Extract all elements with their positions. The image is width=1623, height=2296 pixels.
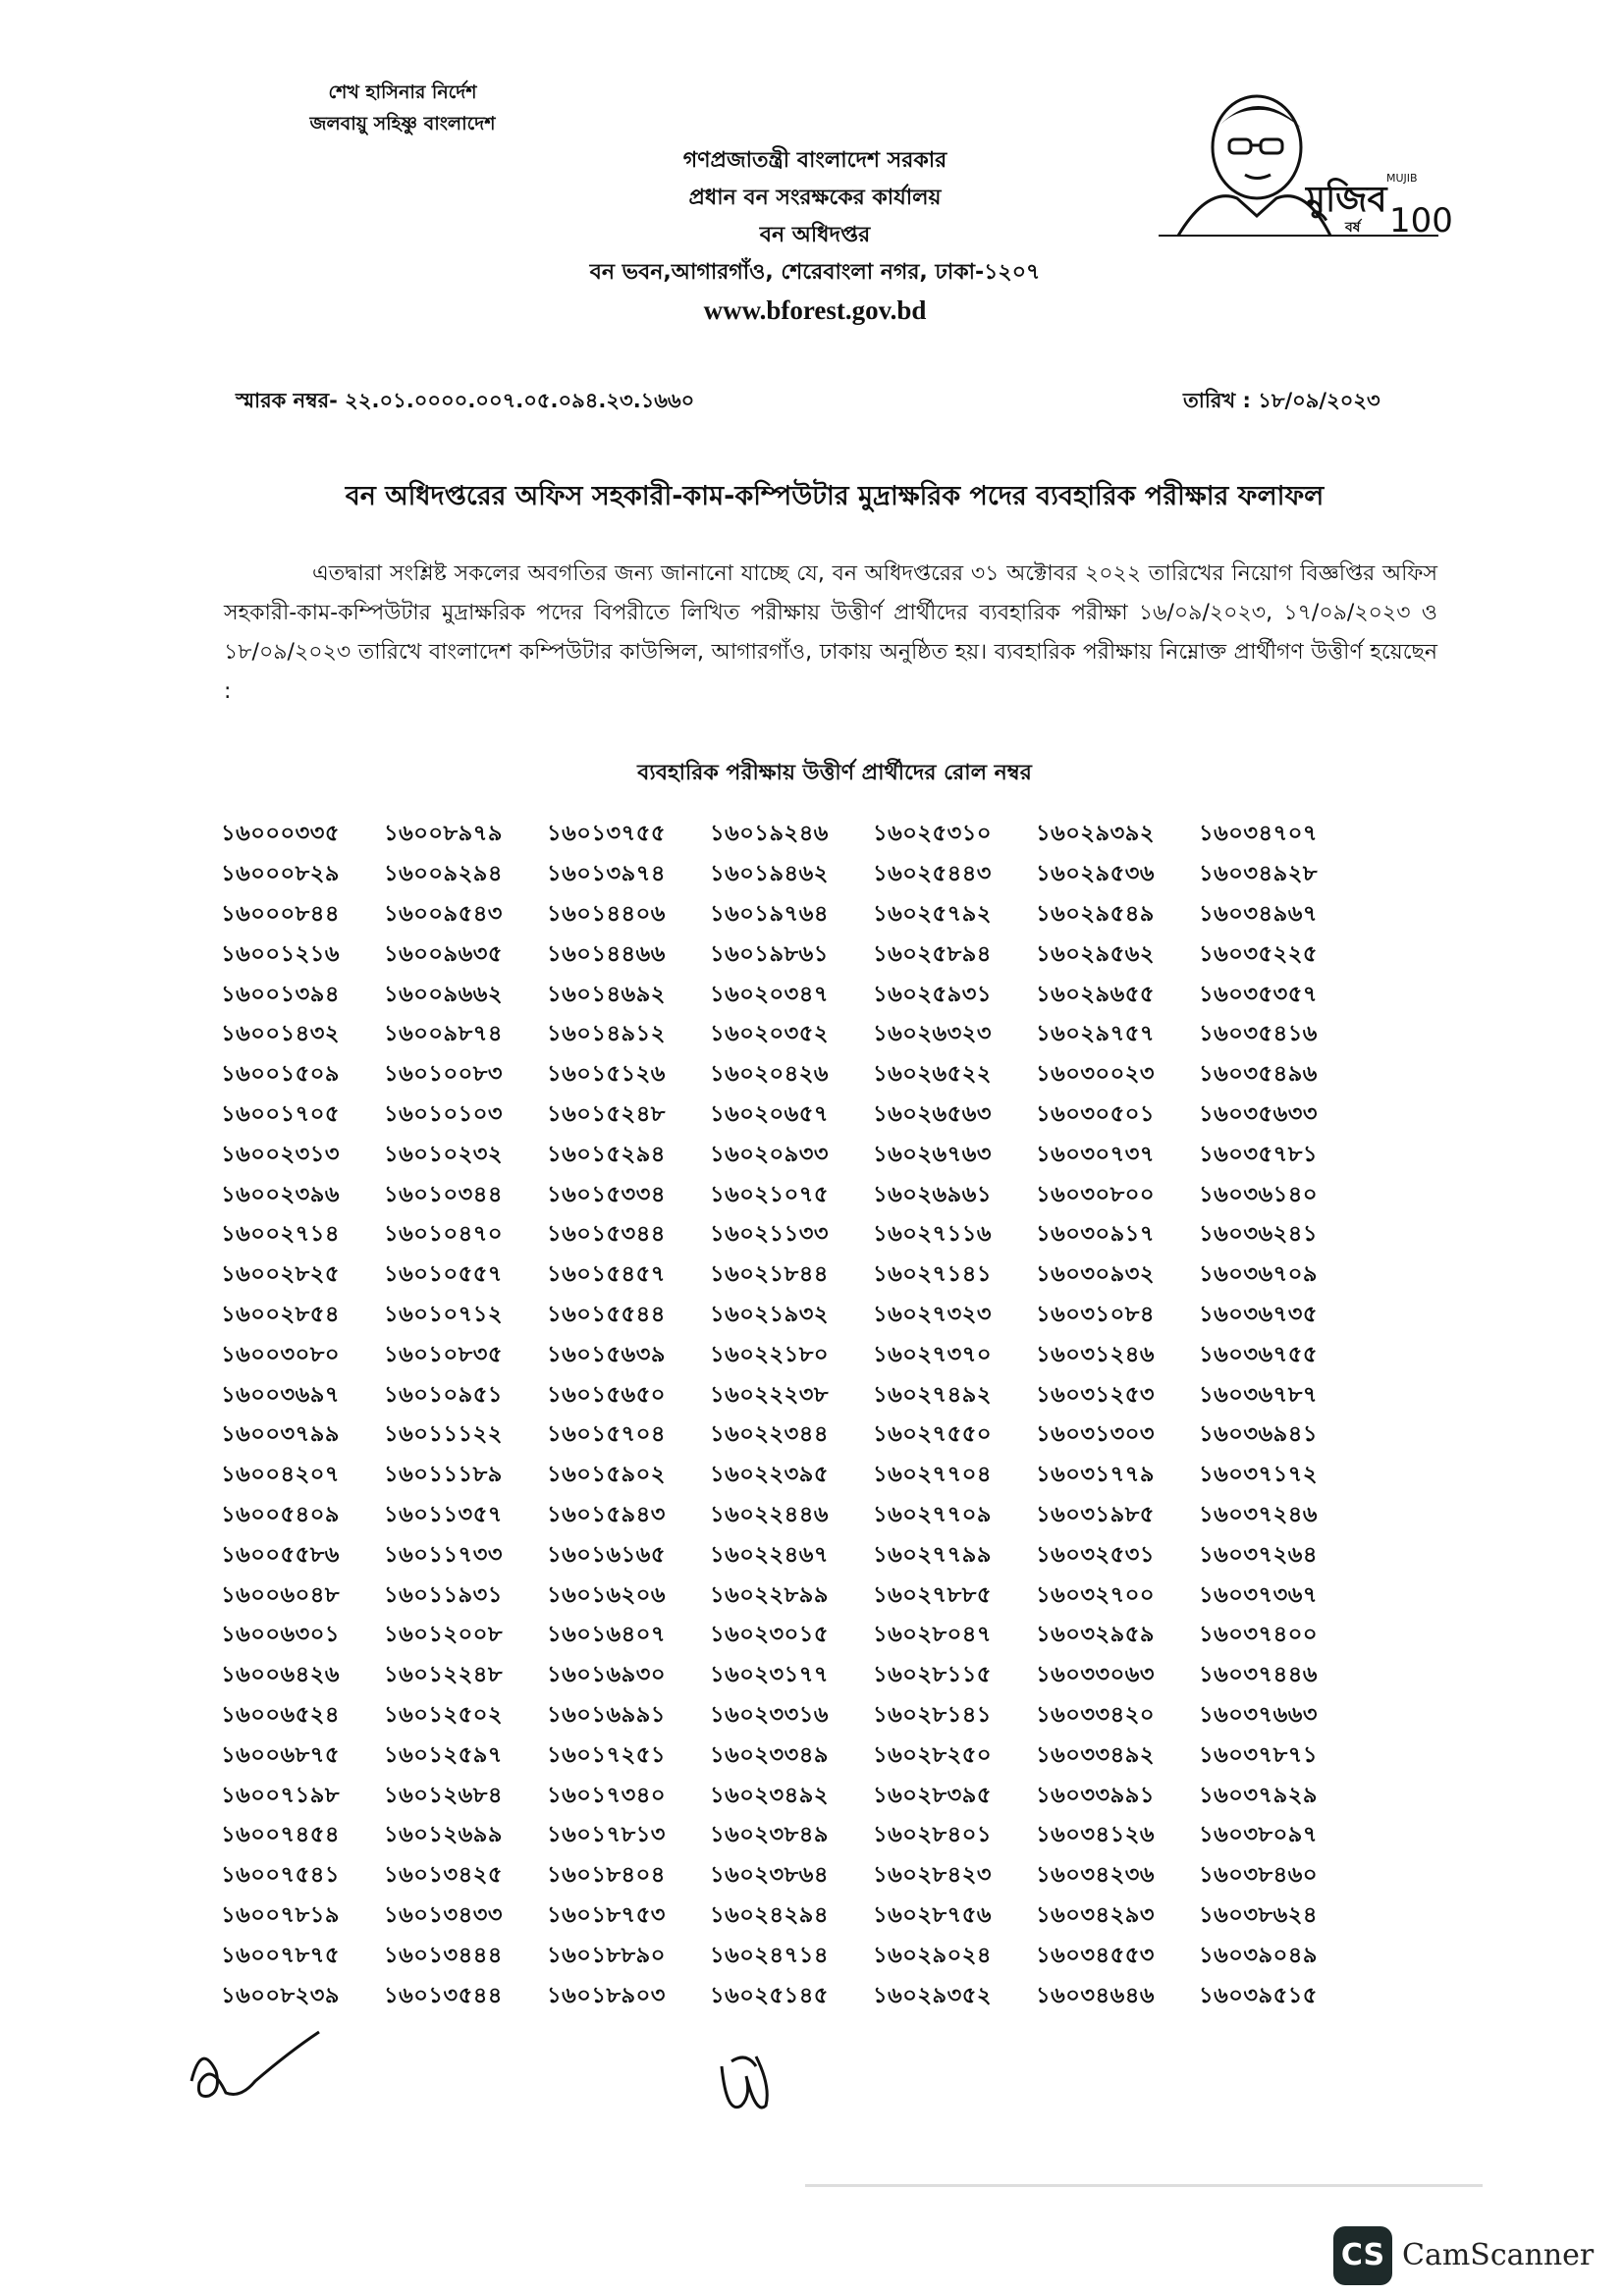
- roll-number: ১৬০২৬৫২২: [873, 1061, 992, 1088]
- roll-number: ১৬০৩৩৪২০: [1036, 1701, 1155, 1728]
- roll-number: ১৬০৩৮০৯৭: [1199, 1822, 1318, 1848]
- roll-number: ১৬০১০১০৩: [384, 1100, 503, 1127]
- roll-number: ১৬০৩১৩০৩: [1036, 1421, 1155, 1448]
- roll-number: ১৬০২৭১৪১: [873, 1261, 992, 1288]
- roll-number: ১৬০১৫৫৪৪: [547, 1301, 666, 1327]
- roll-number: ১৬০০১৭০৫: [221, 1100, 340, 1127]
- roll-number: ১৬০০৭৮৭৫: [221, 1942, 340, 1968]
- roll-number: ১৬০২৪৭১৪: [710, 1942, 829, 1968]
- roll-number: ১৬০৩১৭৭৯: [1036, 1462, 1155, 1488]
- roll-number: ১৬০১২৬৯৯: [384, 1822, 503, 1848]
- roll-number: ১৬০২৮১৪১: [873, 1701, 992, 1728]
- roll-row: [221, 1375, 1362, 1415]
- roll-number: ১৬০৩৫৬৩৩: [1199, 1100, 1318, 1127]
- roll-number: ১৬০২৭৩২৩: [873, 1301, 993, 1327]
- roll-number: ১৬০২৩৮৬৪: [710, 1862, 829, 1889]
- roll-number: ১৬০০৮২৩৯: [221, 1982, 340, 2008]
- roll-number: ১৬০০৬৩০১: [221, 1622, 340, 1648]
- roll-number: ১৬০০৬৫২৪: [221, 1701, 340, 1728]
- roll-row: [221, 1575, 1362, 1616]
- roll-number: ১৬০৩৭৮৭১: [1199, 1741, 1318, 1768]
- roll-number: ১৬০০৪২০৭: [221, 1462, 340, 1488]
- roll-number: ১৬০২৮০৪৭: [873, 1622, 992, 1648]
- roll-row: [221, 1175, 1362, 1215]
- roll-row: [221, 1415, 1362, 1456]
- signature-left: [182, 2022, 329, 2110]
- roll-number: ১৬০৩০৯১৭: [1036, 1221, 1155, 1248]
- roll-number: ১৬০২২৪৪৬: [710, 1501, 829, 1527]
- roll-number: ১৬০৩৬৭৩৫: [1199, 1301, 1318, 1327]
- roll-number: ১৬০২৭৪৯২: [873, 1381, 992, 1408]
- roll-number: ১৬০৩৬২৪১: [1199, 1221, 1318, 1248]
- roll-number: ১৬০১৫৩৩৪: [547, 1181, 666, 1207]
- roll-number: ১৬০৩৬৯৪১: [1199, 1421, 1318, 1448]
- roll-number: ১৬০৩৬৭৮৭: [1199, 1381, 1318, 1408]
- roll-number: ১৬০২২৩৯৫: [710, 1462, 829, 1488]
- roll-number: ১৬০০৫৫৮৬: [221, 1541, 340, 1568]
- roll-number: ১৬০১৫৩৪৪: [547, 1221, 666, 1248]
- roll-number: ১৬০৩৭৩৬৭: [1199, 1581, 1319, 1608]
- roll-number: ১৬০২৯০২৪: [873, 1942, 992, 1968]
- roll-number: ১৬০২৫৩১০: [873, 821, 992, 847]
- roll-number: ১৬০২১৯৩২: [710, 1301, 829, 1327]
- mujib-borsho-logo: [1159, 79, 1453, 245]
- roll-number: ১৬০২৩৮৪৯: [710, 1822, 829, 1848]
- notice-paragraph: এতদ্বারা সংশ্লিষ্ট সকলের অবগতির জন্য জানানো যাচ্ছে যে, বন অধিদপ্তরের ৩১ অক্টোবর ২০২২ তারিখের নিয়োগ বিজ্ঞপ্তির অফিস সহকারী-কাম-কম্পিউটার মুদ্রাক্ষরিক পদের বিপরীতে লিখিত পরীক্ষায় উত্তীর্ণ প্রার্থীদের ব্যবহারিক পরীক্ষা ১৬/০৯/২০২৩, ১৭/০৯/২০২৩ ও ১৮/০৯/২০২৩ তারিখে বাংলাদেশ কম্পিউটার কাউন্সিল, আগারগাঁও, ঢাকায় অনুষ্ঠিত হয়। ব্যবহারিক পরীক্ষায় নিম্নোক্ত প্রার্থীগণ উত্তীর্ণ হয়েছেন :: [224, 561, 1437, 704]
- roll-number: ১৬০০৭৮১৯: [221, 1901, 340, 1928]
- roll-number: ১৬০১৫৯০২: [547, 1462, 666, 1488]
- roll-row: [221, 1095, 1362, 1136]
- roll-number: ১৬০২৮৭৫৬: [873, 1901, 992, 1928]
- roll-row: [221, 1015, 1362, 1055]
- roll-number: ১৬০০২৩১৩: [221, 1141, 340, 1167]
- memo-number: স্মারক নম্বর- ২২.০১.০০০০.০০৭.০৫.০৯৪.২৩.১৬৬০: [236, 389, 695, 412]
- roll-number: ১৬০৩০০২৩: [1036, 1061, 1156, 1088]
- roll-number: ১৬০৩৯০৪৯: [1199, 1942, 1318, 1968]
- roll-number: ১৬০২৭৭০৯: [873, 1501, 992, 1527]
- roll-number: ১৬০১৩৭৫৫: [547, 821, 666, 847]
- roll-number: ১৬০৩৬১৪০: [1199, 1181, 1318, 1207]
- roll-row: [221, 1696, 1362, 1736]
- roll-row: [221, 1735, 1362, 1776]
- camscanner-watermark: CamScanner: [1402, 2238, 1595, 2272]
- roll-number: ১৬০৩৮৪৬০: [1199, 1862, 1318, 1889]
- roll-number: ১৬০১১৯৩১: [384, 1581, 503, 1608]
- roll-number: ১৬০৩১০৮৪: [1036, 1301, 1155, 1327]
- roll-number: ১৬০০০৩৩৫: [221, 821, 340, 847]
- roll-number: ১৬০০৭৪৫৪: [221, 1822, 340, 1848]
- roll-row: [221, 855, 1362, 895]
- roll-number: ১৬০২১১৩৩: [710, 1221, 829, 1248]
- roll-number: ১৬০১৪৪০৬: [547, 900, 666, 927]
- roll-row: [221, 815, 1362, 855]
- roll-number: ১৬০৩৯৫১৫: [1199, 1982, 1318, 2008]
- roll-number: ১৬০৩২৭০০: [1036, 1581, 1156, 1608]
- roll-number: ১৬০৩৫২২৫: [1199, 940, 1318, 967]
- roll-number: ১৬০২৮২৫০: [873, 1741, 992, 1768]
- roll-number: ১৬০২৫১৪৫: [710, 1982, 829, 2008]
- roll-number: ১৬০১৫১২৬: [547, 1061, 666, 1088]
- roll-number: ১৬০৩১২৫৩: [1036, 1381, 1155, 1408]
- svg-text:বর্ষ: বর্ষ: [1345, 220, 1361, 236]
- roll-number: ১৬০১৮৪০৪: [547, 1862, 666, 1889]
- roll-number: ১৬০১২৫৯৭: [384, 1741, 503, 1768]
- roll-number: ১৬০২৯৫৪৯: [1036, 900, 1155, 927]
- roll-number: ১৬০১৪৬৯২: [547, 981, 666, 1007]
- roll-number: ১৬০১৫৬৩৯: [547, 1341, 666, 1367]
- roll-number: ১৬০২৩০১৫: [710, 1622, 829, 1648]
- roll-number: ১৬০৩৭৬৬৩: [1199, 1701, 1319, 1728]
- roll-number: ১৬০৩৪১২৬: [1036, 1822, 1155, 1848]
- roll-number: ১৬০৩৫৭৮১: [1199, 1141, 1318, 1167]
- roll-number: ১৬০২২৩৪৪: [710, 1421, 829, 1448]
- roll-number: ১৬০১০৭১২: [384, 1301, 503, 1327]
- roll-row: [221, 1496, 1362, 1536]
- roll-number: ১৬০২৩১৭৭: [710, 1662, 829, 1688]
- roll-number: ১৬০০৯৮৭৪: [384, 1021, 503, 1047]
- roll-number: ১৬০০৯৫৪৩: [384, 900, 503, 927]
- roll-number: ১৬০২৮১১৫: [873, 1662, 992, 1688]
- roll-row: [221, 1335, 1362, 1375]
- roll-number: ১৬০১৯৭৬৪: [710, 900, 829, 927]
- roll-number-table: [221, 815, 1362, 2016]
- roll-number: ১৬০০৩৭৯৯: [221, 1421, 340, 1448]
- roll-number: ১৬০৩২৯৫৯: [1036, 1622, 1155, 1648]
- roll-number: ১৬০০৮৯৭৯: [384, 821, 503, 847]
- roll-row: [221, 1296, 1362, 1336]
- roll-number: ১৬০১১১৮৯: [384, 1462, 503, 1488]
- roll-number: ১৬০১৭২৫১: [547, 1741, 666, 1768]
- roll-number: ১৬০০১২১৬: [221, 940, 340, 967]
- roll-number: ১৬০২৭৩৭০: [873, 1341, 993, 1367]
- roll-row: [221, 1135, 1362, 1175]
- roll-number: ১৬০২৫৪৪৩: [873, 861, 992, 887]
- signature-middle: [707, 2037, 785, 2125]
- roll-number: ১৬০২০৪২৬: [710, 1061, 829, 1088]
- roll-number: ১৬০১২৬৮৪: [384, 1782, 503, 1808]
- slogan-line-2: জলবায়ু সহিষ্ণু বাংলাদেশ: [309, 113, 496, 134]
- roll-number: ১৬০১৫৭০৪: [547, 1421, 666, 1448]
- slogan: [285, 77, 520, 139]
- roll-number: ১৬০২৩৩৪৯: [710, 1741, 829, 1768]
- roll-number: ১৬০১০৯৫১: [384, 1381, 503, 1408]
- svg-text:MUJIB: MUJIB: [1386, 172, 1418, 185]
- camscanner-logo-icon: CS: [1333, 2226, 1392, 2285]
- roll-number: ১৬০৩৭২৪৬: [1199, 1501, 1318, 1527]
- roll-number: ১৬০৩৪২৩৬: [1036, 1862, 1155, 1889]
- roll-number: ১৬০১৬১৬৫: [547, 1541, 666, 1568]
- roll-number: ১৬০৩৪৯৬৭: [1199, 900, 1318, 927]
- roll-number: ১৬০১১৩৫৭: [384, 1501, 503, 1527]
- roll-row: [221, 1976, 1362, 2016]
- roll-number: ১৬০১৪৪৬৬: [547, 940, 666, 967]
- roll-number: ১৬০১০৫৫৭: [384, 1261, 503, 1288]
- roll-number: ১৬০৩৭২৬৪: [1199, 1541, 1318, 1568]
- roll-number: ১৬০১৬৯৯১: [547, 1701, 666, 1728]
- header-address: বন ভবন,আগারগাঁও, শেরেবাংলা নগর, ঢাকা-১২০৭: [589, 260, 1041, 285]
- roll-number: ১৬০২৫৯৩১: [873, 981, 992, 1007]
- roll-number: ১৬০৩০৭৩৭: [1036, 1141, 1156, 1167]
- roll-number: ১৬০১১১২২: [384, 1421, 503, 1448]
- roll-number: ১৬০১৯৪৬২: [710, 861, 829, 887]
- roll-row: [221, 1856, 1362, 1896]
- roll-number: ১৬০০৩০৮০: [221, 1341, 340, 1367]
- issue-date: তারিখ : ১৮/০৯/২০২৩: [1183, 389, 1380, 412]
- roll-number: ১৬০১০০৮৩: [384, 1061, 503, 1088]
- roll-number: ১৬০২৫৮৯৪: [873, 940, 992, 967]
- roll-number: ১৬০২৪২৯৪: [710, 1901, 829, 1928]
- roll-number: ১৬০৩১৯৮৫: [1036, 1501, 1155, 1527]
- roll-number: ১৬০২১০৭৫: [710, 1181, 829, 1207]
- roll-number: ১৬০১০৮৩৫: [384, 1341, 503, 1367]
- roll-number: ১৬০০৩৬৯৭: [221, 1381, 340, 1408]
- roll-number: ১৬০১৭৩৪০: [547, 1782, 666, 1808]
- roll-number: ১৬০২০৬৫৭: [710, 1100, 829, 1127]
- roll-number: ১৬০২২২৩৮: [710, 1381, 829, 1408]
- roll-number: ১৬০২৭৫৫০: [873, 1421, 992, 1448]
- svg-text:100: 100: [1389, 201, 1453, 240]
- slogan-line-1: শেখ হাসিনার নির্দেশ: [328, 81, 477, 103]
- roll-row: [221, 1535, 1362, 1575]
- roll-number: ১৬০২৬৯৬১: [873, 1181, 992, 1207]
- roll-number: ১৬০০৯২৯৪: [384, 861, 503, 887]
- roll-row: [221, 975, 1362, 1015]
- roll-number: ১৬০১৮৭৫৩: [547, 1901, 666, 1928]
- roll-number: ১৬০১৪৯১২: [547, 1021, 666, 1047]
- roll-number: ১৬০০৯৬৩৫: [384, 940, 503, 967]
- roll-number: ১৬০২০৩৪৭: [710, 981, 829, 1007]
- roll-number: ১৬০২৬৫৬৩: [873, 1100, 992, 1127]
- roll-number: ১৬০০৬৮৭৫: [221, 1741, 340, 1768]
- roll-number: ১৬০০৬৪২৬: [221, 1662, 340, 1688]
- header-office: প্রধান বন সংরক্ষকের কার্যালয়: [688, 186, 942, 210]
- roll-number: ১৬০১৩৪৪৪: [384, 1942, 503, 1968]
- roll-row: [221, 1816, 1362, 1856]
- roll-number: ১৬০৩১২৪৬: [1036, 1341, 1155, 1367]
- roll-number: ১৬০২৭৮৮৫: [873, 1581, 992, 1608]
- roll-row: [221, 1896, 1362, 1937]
- roll-number: ১৬০৩৭১৭২: [1199, 1462, 1318, 1488]
- roll-number: ১৬০১৬২০৬: [547, 1581, 666, 1608]
- roll-row: [221, 1776, 1362, 1816]
- roll-number: ১৬০১৯২৪৬: [710, 821, 829, 847]
- roll-number: ১৬০০০৮৪৪: [221, 900, 340, 927]
- roll-number: ১৬০২৩৪৯২: [710, 1782, 829, 1808]
- roll-number: ১৬০২৩৩১৬: [710, 1701, 829, 1728]
- header-govt: গণপ্রজাতন্ত্রী বাংলাদেশ সরকার: [682, 148, 947, 173]
- roll-number: ১৬০৩৭৯২৯: [1199, 1782, 1318, 1808]
- roll-number: ১৬০২৮৩৯৫: [873, 1782, 992, 1808]
- roll-number: ১৬০১৯৮৬১: [710, 940, 829, 967]
- roll-number: ১৬০২৯৭৫৭: [1036, 1021, 1155, 1047]
- roll-number: ১৬০৩৩৪৯২: [1036, 1741, 1155, 1768]
- roll-number: ১৬০১০৩৪৪: [384, 1181, 503, 1207]
- roll-number: ১৬০১২৫০২: [384, 1701, 503, 1728]
- roll-number: ১৬০১১৭৩৩: [384, 1541, 503, 1568]
- document-title: বন অধিদপ্তরের অফিস সহকারী-কাম-কম্পিউটার মুদ্রাক্ষরিক পদের ব্যবহারিক পরীক্ষার ফলাফল: [345, 481, 1325, 511]
- roll-number: ১৬০২৯৩৯২: [1036, 821, 1155, 847]
- roll-number: ১৬০৩৭৪০০: [1199, 1622, 1318, 1648]
- roll-number: ১৬০০২৮২৫: [221, 1261, 340, 1288]
- roll-number: ১৬০১২২৪৮: [384, 1662, 503, 1688]
- roll-number: ১৬০৩০৮০০: [1036, 1181, 1155, 1207]
- roll-number: ১৬০১৫২৪৮: [547, 1100, 666, 1127]
- roll-number: ১৬০৩০৯৩২: [1036, 1261, 1155, 1288]
- roll-number: ১৬০১৮৮৯০: [547, 1942, 666, 1968]
- roll-number: ১৬০৩৫৩৫৭: [1199, 981, 1318, 1007]
- roll-number: ১৬০২৫৭৯২: [873, 900, 992, 927]
- roll-number: ১৬০১৬৯৩০: [547, 1662, 666, 1688]
- roll-number: ১৬০৩৪৬৪৬: [1036, 1982, 1155, 2008]
- roll-number: ১৬০২৯৩৫২: [873, 1982, 992, 2008]
- roll-number: ১৬০২৯৫৬২: [1036, 940, 1155, 967]
- roll-number: ১৬০৩২৫৩১: [1036, 1541, 1155, 1568]
- roll-number: ১৬০১৫৬৫০: [547, 1381, 666, 1408]
- roll-number: ১৬০১৫২৯৪: [547, 1141, 666, 1167]
- roll-row: [221, 1936, 1362, 1976]
- roll-list-heading: ব্যবহারিক পরীক্ষায় উত্তীর্ণ প্রার্থীদের রোল নম্বর: [637, 761, 1032, 785]
- roll-number: ১৬০০১৫০৯: [221, 1061, 340, 1088]
- roll-number: ১৬০০৬০৪৮: [221, 1581, 340, 1608]
- roll-number: ১৬০৩৩০৬৩: [1036, 1662, 1156, 1688]
- roll-number: ১৬০০০৮২৯: [221, 861, 340, 887]
- roll-number: ১৬০২৯৬৫৫: [1036, 981, 1155, 1007]
- roll-number: ১৬০২৬৩২৩: [873, 1021, 993, 1047]
- roll-number: ১৬০২৭৭৯৯: [873, 1541, 992, 1568]
- header-website: www.bforest.gov.bd: [703, 295, 927, 325]
- roll-number: ১৬০১০২৩২: [384, 1141, 503, 1167]
- roll-row: [221, 895, 1362, 935]
- roll-number: ১৬০২০৯৩৩: [710, 1141, 829, 1167]
- roll-number: ১৬০২২৪৬৭: [710, 1541, 829, 1568]
- roll-number: ১৬০৩৫৪৯৬: [1199, 1061, 1318, 1088]
- roll-number: ১৬০৩৬৭৫৫: [1199, 1341, 1318, 1367]
- roll-number: ১৬০১৩৯৭৪: [547, 861, 666, 887]
- roll-number: ১৬০৩৪৭০৭: [1199, 821, 1318, 847]
- roll-number: ১৬০২২৮৯৯: [710, 1581, 829, 1608]
- svg-text:মুজিব: মুজিব: [1306, 180, 1387, 220]
- roll-number: ১৬০০১৪৩২: [221, 1021, 340, 1047]
- roll-number: ১৬০০৭১৯৮: [221, 1782, 340, 1808]
- roll-row: [221, 1055, 1362, 1095]
- roll-number: ১৬০১৩৪৩৩: [384, 1901, 503, 1928]
- roll-number: ১৬০১৭৮১৩: [547, 1822, 666, 1848]
- roll-number: ১৬০৩৪২৯৩: [1036, 1901, 1155, 1928]
- header-department: বন অধিদপ্তর: [759, 223, 871, 247]
- roll-number: ১৬০২০৩৫২: [710, 1021, 829, 1047]
- roll-number: ১৬০০৫৪০৯: [221, 1501, 340, 1527]
- roll-number: ১৬০২২১৮০: [710, 1341, 829, 1367]
- roll-row: [221, 1255, 1362, 1296]
- roll-number: ১৬০২৬৭৬৩: [873, 1141, 993, 1167]
- roll-number: ১৬০০৯৬৬২: [384, 981, 503, 1007]
- roll-number: ১৬০২১৮৪৪: [710, 1261, 829, 1288]
- roll-number: ১৬০২৭৭০৪: [873, 1462, 992, 1488]
- roll-number: ১৬০০২৭১৪: [221, 1221, 340, 1248]
- roll-number: ১৬০০১৩৯৪: [221, 981, 340, 1007]
- office-header: [550, 142, 1080, 329]
- mujib-portrait-icon: [1159, 79, 1453, 245]
- roll-number: ১৬০০২৩৯৬: [221, 1181, 340, 1207]
- roll-number: ১৬০৩৫৪১৬: [1199, 1021, 1318, 1047]
- roll-number: ১৬০১৬৪০৭: [547, 1622, 666, 1648]
- roll-row: [221, 1656, 1362, 1696]
- roll-row: [221, 1616, 1362, 1656]
- roll-row: [221, 1456, 1362, 1496]
- roll-number: ১৬০০৭৫৪১: [221, 1862, 340, 1889]
- roll-number: ১৬০২৮৪২৩: [873, 1862, 992, 1889]
- roll-number: ১৬০১৫৯৪৩: [547, 1501, 666, 1527]
- roll-number: ১৬০৩৬৭০৯: [1199, 1261, 1318, 1288]
- roll-row: [221, 934, 1362, 975]
- roll-number: ১৬০৩০৫০১: [1036, 1100, 1155, 1127]
- roll-number: ১৬০২৯৫৩৬: [1036, 861, 1155, 887]
- roll-number: ১৬০৩৮৬২৪: [1199, 1901, 1318, 1928]
- roll-number: ১৬০৩৩৯৯১: [1036, 1782, 1155, 1808]
- roll-number: ১৬০৩৪৫৫৩: [1036, 1942, 1155, 1968]
- roll-number: ১৬০০২৮৫৪: [221, 1301, 340, 1327]
- roll-number: ১৬০১৮৯০৩: [547, 1982, 666, 2008]
- scan-artifact-line: [805, 2184, 1483, 2187]
- roll-number: ১৬০২৮৪০১: [873, 1822, 992, 1848]
- roll-number: ১৬০১৩৫৪৪: [384, 1982, 503, 2008]
- roll-number: ১৬০১২০০৮: [384, 1622, 503, 1648]
- roll-number: ১৬০১০৪৭০: [384, 1221, 503, 1248]
- roll-number: ১৬০৩৪৯২৮: [1199, 861, 1318, 887]
- roll-row: [221, 1215, 1362, 1255]
- roll-number: ১৬০১৩৪২৫: [384, 1862, 503, 1889]
- roll-number: ১৬০১৫৪৫৭: [547, 1261, 666, 1288]
- roll-number: ১৬০৩৭৪৪৬: [1199, 1662, 1318, 1688]
- roll-number: ১৬০২৭১১৬: [873, 1221, 992, 1248]
